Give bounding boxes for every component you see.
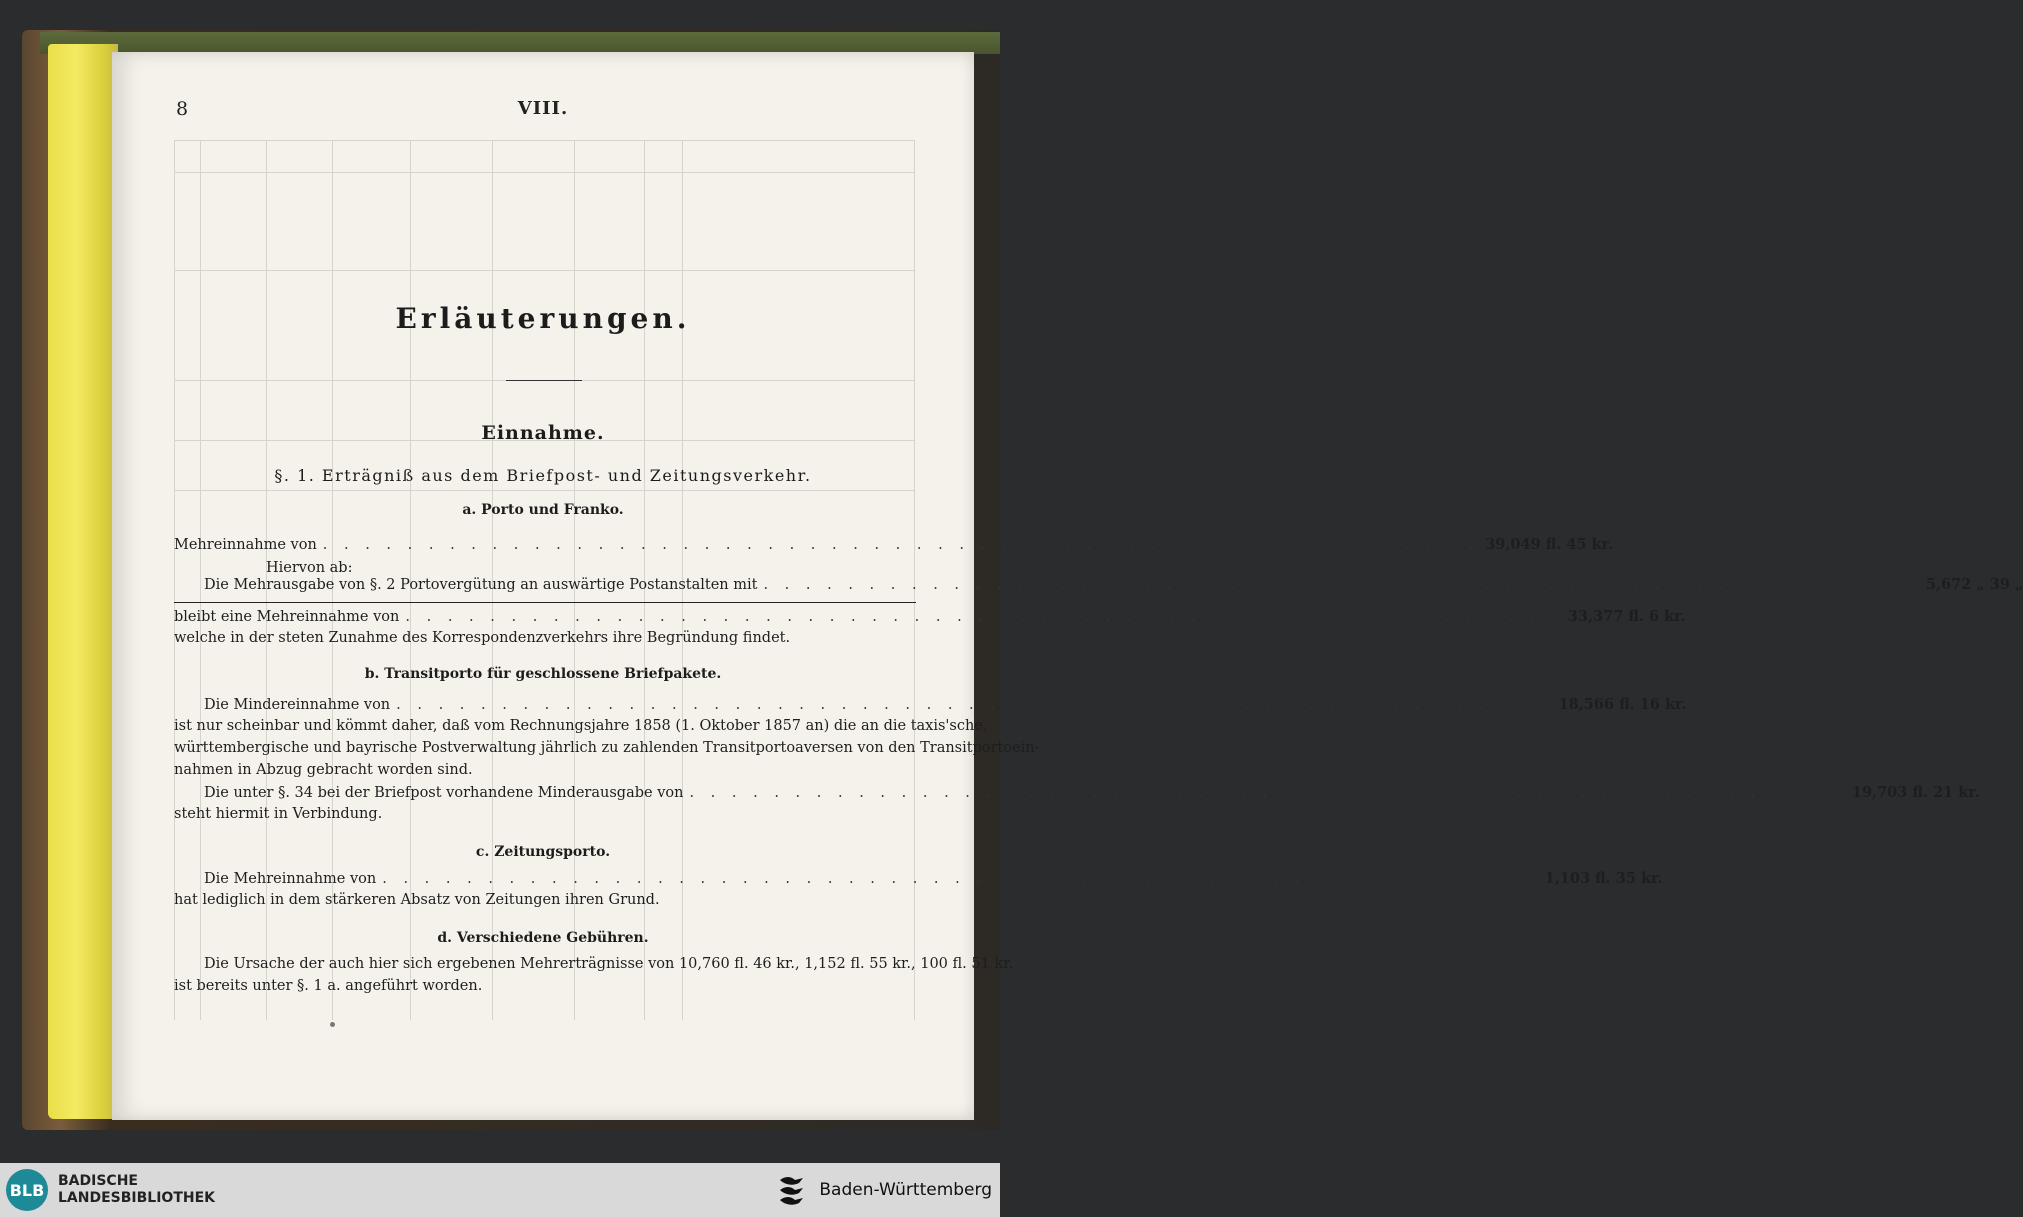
row-value: 18,566 fl. 16 kr. xyxy=(1558,696,1687,713)
blb-logo[interactable] xyxy=(6,1169,215,1211)
row-label: bleibt eine Mehreinnahme von xyxy=(174,609,400,625)
row-a-mehrausgabe xyxy=(204,576,2023,598)
paragraph-title: §. 1. Erträgniß aus dem Briefpost- und Zeitungsverkehr. xyxy=(274,466,812,485)
dot-leader: . . . . . . . . . . . . . . . . . . . . . . . . . . . . . . . . . . . . . . . . . . . . . . . . . . . . . . . xyxy=(763,577,1920,593)
row-b-mindereinnahme xyxy=(204,696,1687,718)
row-label: Die Mehrausgabe von §. 2 Portovergütung an auswärtige Postanstalten mit xyxy=(204,577,758,593)
page-title: Erläuterungen. xyxy=(395,302,691,335)
roman-heading: VIII. xyxy=(517,98,569,119)
cover-top-edge xyxy=(40,32,1000,54)
text-b-4: steht hiermit in Verbindung. xyxy=(174,806,383,822)
lions-crest-icon xyxy=(777,1174,811,1206)
row-label: Mehreinnahme von xyxy=(174,537,317,553)
text-a-note: welche in der steten Zunahme des Korrespondenzverkehrs ihre Begründung findet. xyxy=(174,630,791,646)
paper-speck xyxy=(330,1022,335,1027)
text-c-1: hat lediglich in dem stärkeren Absatz von Zeitungen ihren Grund. xyxy=(174,892,660,908)
row-a-mehreinnahme xyxy=(174,536,1613,558)
row-label: Die unter §. 34 bei der Briefpost vorhandene Minderausgabe von xyxy=(204,785,684,801)
text-b-3: nahmen in Abzug gebracht worden sind. xyxy=(174,762,473,778)
row-label: Die Mehreinnahme von xyxy=(204,871,377,887)
text-b-1: ist nur scheinbar und kömmt daher, daß vom Rechnungsjahre 1858 (1. Oktober 1857 an) die an die taxis'sche, xyxy=(174,718,988,734)
row-value: 39,049 fl. 45 kr. xyxy=(1485,536,1613,553)
page-number: 8 xyxy=(176,98,189,120)
row-value: 19,703 fl. 21 kr. xyxy=(1851,784,1980,801)
bw-logo[interactable] xyxy=(777,1174,992,1206)
blb-wordmark xyxy=(58,1173,215,1207)
document-page xyxy=(112,52,2023,1120)
row-b-minderausgabe xyxy=(204,784,1980,806)
text-b-2: württembergische und bayrische Postverwaltung jährlich zu zahlenden Transitportoaversen von den Transitportoein- xyxy=(174,740,1040,756)
row-value: 33,377 fl. 6 kr. xyxy=(1567,608,1686,625)
row-value: 5,672 „ 39 „ xyxy=(1925,576,2023,593)
subheading-b: b. Transitporto für geschlossene Briefpakete. xyxy=(364,666,722,682)
row-a-bleibt xyxy=(174,608,1686,630)
dot-leader: . . . . . . . . . . . . . . . . . . . . . . . . . . . . . . . . . . . . . . . . . . . . . . . . . . . . . . . xyxy=(322,537,1480,553)
subheading-a: a. Porto und Franko. xyxy=(462,502,624,518)
sum-rule xyxy=(174,602,916,603)
dot-leader: . . . . . . . . . . . . . . . . . . . . . . . . . . . . . . . . . . . . . . . . . . . . . . . . . . . . . . . xyxy=(405,609,1562,625)
section-heading: Einnahme. xyxy=(481,422,605,444)
dot-leader: . . . . . . . . . . . . . . . . . . . . . . . . . . . . . . . . . . . . . . . . . . . . . . . . . . . . . . . xyxy=(689,785,1846,801)
subheading-c: c. Zeitungsporto. xyxy=(475,844,611,860)
title-rule xyxy=(506,380,582,381)
blb-line-2: LANDESBIBLIOTHEK xyxy=(58,1190,216,1206)
text-d-2: ist bereits unter §. 1 a. angeführt worden. xyxy=(174,978,483,994)
text-hiervon: Hiervon ab: xyxy=(266,560,353,576)
subheading-d: d. Verschiedene Gebühren. xyxy=(437,930,649,946)
row-value: 1,103 fl. 35 kr. xyxy=(1544,870,1663,887)
blb-badge-icon: BLB xyxy=(6,1169,48,1211)
bw-wordmark: Baden-Württemberg xyxy=(819,1180,992,1200)
footer-bar xyxy=(0,1163,1000,1217)
row-label: Die Mindereinnahme von xyxy=(204,697,391,713)
text-d-1: Die Ursache der auch hier sich ergebenen Mehrerträgnisse von 10,760 fl. 46 kr., 1,152 fl. 55 kr., 100 fl. 51 kr. xyxy=(204,956,1014,972)
blb-line-1: BADISCHE xyxy=(58,1173,138,1189)
page-edge-gilt xyxy=(48,44,118,1119)
dot-leader: . . . . . . . . . . . . . . . . . . . . . . . . . . . . . . . . . . . . . . . . . . . . . . . . . . . . . . . xyxy=(382,871,1539,887)
row-c-mehreinnahme xyxy=(204,870,1663,892)
dot-leader: . . . . . . . . . . . . . . . . . . . . . . . . . . . . . . . . . . . . . . . . . . . . . . . . . . . . . . . xyxy=(396,697,1553,713)
